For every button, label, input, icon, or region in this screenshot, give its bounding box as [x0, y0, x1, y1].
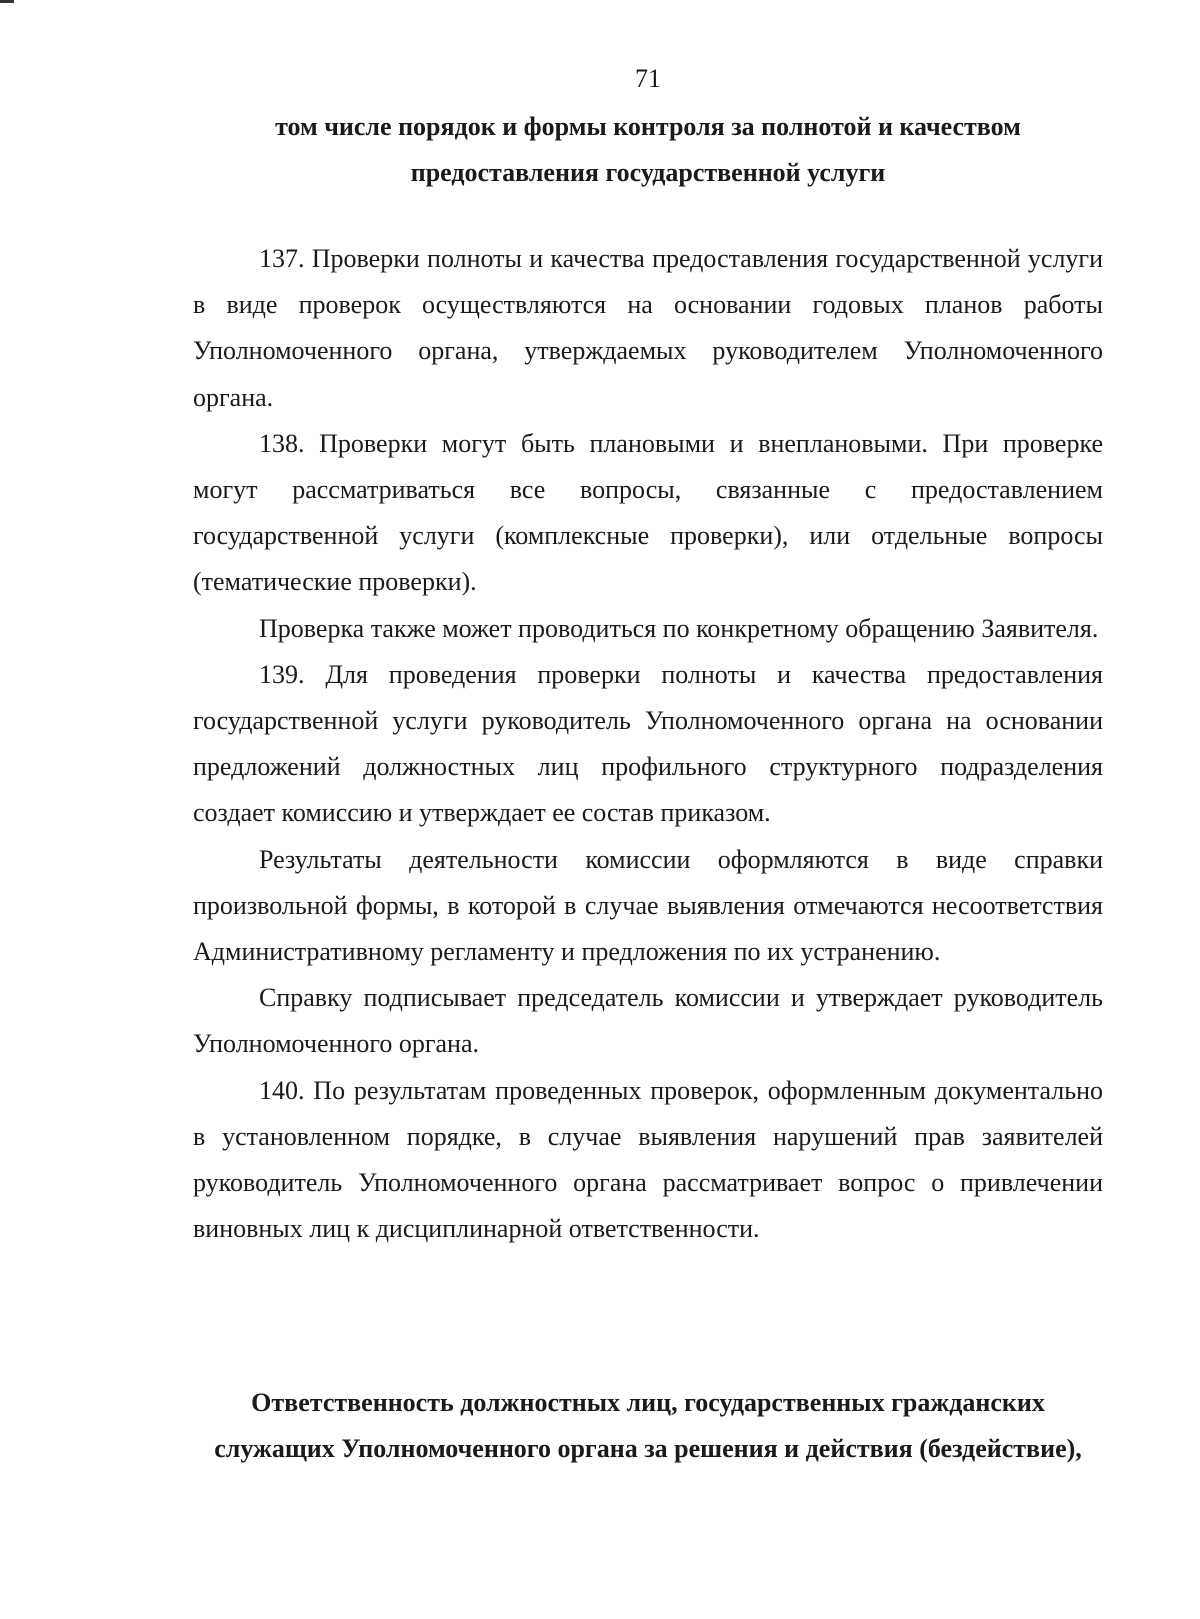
heading-line-2: служащих Уполномоченного органа за решения и действия (бездействие),: [214, 1434, 1082, 1463]
paragraph-140: 140. По результатам проведенных проверок, оформленным документально в установленном порядке, в случае выявления нарушений прав заявителей руководитель Уполномоченного органа рассматривает вопрос о привлечении виновных лиц к дисциплинарной ответственности.: [193, 1075, 1103, 1244]
heading-line-2: предоставления государственной услуги: [410, 158, 886, 187]
paragraph-138-continued: Проверка также может проводиться по конкретному обращению Заявителя.: [259, 613, 1099, 643]
page-number: 71: [635, 64, 661, 93]
section-heading-control: [193, 104, 1103, 196]
section-heading-responsibility: [193, 1380, 1103, 1472]
heading-line-1: том числе порядок и формы контроля за полнотой и качеством: [275, 112, 1021, 141]
heading-line-1: Ответственность должностных лиц, государственных гражданских: [251, 1388, 1045, 1417]
paragraph-139-signature: Справку подписывает председатель комиссии и утверждает руководитель Уполномоченного органа.: [193, 983, 1103, 1059]
paragraph-138: 138. Проверки могут быть плановыми и внеплановыми. При проверке могут рассматриваться все вопросы, связанные с предоставлением государственной услуги (комплексные проверки), или отдельные вопросы (тематические проверки).: [193, 428, 1103, 597]
paragraph-139: 139. Для проведения проверки полноты и качества предоставления государственной услуги руководитель Уполномоченного органа на основании предложений должностных лиц профильного структурного подразделения создает комиссию и утверждает ее состав приказом.: [193, 659, 1103, 828]
body-text: [193, 236, 1103, 1252]
paragraph-139-results: Результаты деятельности комиссии оформляются в виде справки произвольной формы, в которой в случае выявления отмечаются несоответствия Административному регламенту и предложения по их устранению.: [193, 844, 1103, 967]
paragraph-137: 137. Проверки полноты и качества предоставления государственной услуги в виде проверок осуществляются на основании годовых планов работы Уполномоченного органа, утверждаемых руководителем Уполномоченного органа.: [193, 244, 1103, 412]
scan-corner-mark: [0, 0, 14, 3]
